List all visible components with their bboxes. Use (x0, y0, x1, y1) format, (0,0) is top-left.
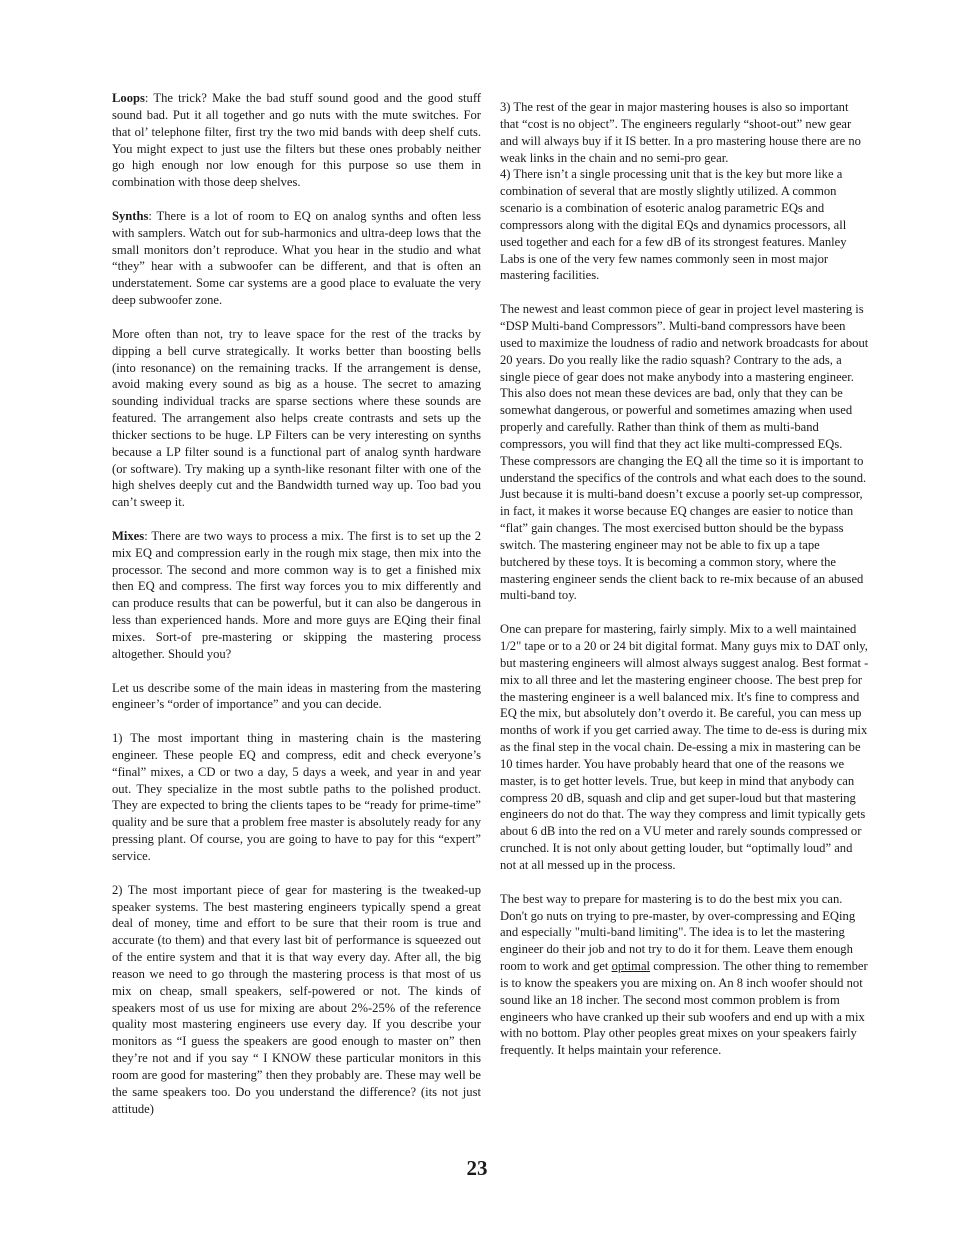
page-number: 23 (466, 1156, 488, 1180)
mixes-text: : There are two ways to process a mix. The first is to set up the 2 mix EQ and compression early in the rough mix stage, then mix into the processor. The second and more common way is to get a finished mix then EQ and compress. The first way forces you to mix differently and can produce results that can be powerful, but it can also be dangerous in less than experienced hands. More and more guys are EQing their final mixes. Sort-of pre-mastering or skipping the mastering process altogether. Should you? (112, 528, 481, 661)
loops-paragraph (112, 90, 481, 191)
mixes-paragraph (112, 528, 481, 663)
point-1-paragraph: 1) The most important thing in mastering chain is the mastering engineer. These people EQ and compress, edit and check everyone’s “final” mixes, a CD or two a day, 5 days a week, and year in and year out. They specialize in the most subtle paths to the polished product. They are expected to bring the clients tapes to be “ready for prime-time” quality and be sure that a problem free master is absolutely ready for any pressing plant. Of course, you are going to have to pay for this “expert” service. (112, 731, 481, 863)
synths-heading: Synths (112, 208, 149, 223)
left-column (112, 90, 481, 1134)
point-4-paragraph: 4) There isn’t a single processing unit that is the key but more like a combination of several that are mostly slightly utilized. A common scenario is a combination of esoteric analog parametric EQs and compressors along with the digital EQs and dynamics processors, all used together and each for a few dB of its strongest features. Manley Labs is one of the very few names commonly seen in most major mastering facilities. (500, 167, 847, 283)
point-2-paragraph: 2) The most important piece of gear for mastering is the tweaked-up speaker systems. The best mastering engineers typically spend a great deal of money, time and effort to be sure that their room is true and accurate (to them) and that every last bit of performance is squeezed out of the entire system and that it is that way every day. After all, the big reason we need to go through the mastering process is that most of us mix on cheap, small speakers, self-powered or not. The kinds of speakers most of us use for mixing are about 2%-25% of the reference quality most mastering engineers use every day. If you describe your monitors as “I guess the speakers are good enough to master on” then they’re not and if you say “ I KNOW these particular monitors in this room are good for mastering” then they probably are. These may well be the same speakers too. Do you understand the difference? (its not just attitude) (112, 882, 481, 1116)
right-column (500, 99, 869, 1076)
synths-paragraph (112, 208, 481, 309)
best-way-text-before: The best way to prepare for mastering is to do the best mix you can. Don't go nuts on trying to pre-master, by over-compressing and EQing and especially "multi-band limiting". The idea is to let the mastering engineer do their job and not try to do it for them. Leave them enough room to work and get (500, 891, 856, 974)
synths-text: : There is a lot of room to EQ on analog synths and often less with samplers. Watch out for sub-harmonics and ultra-deep lows that the small monitors don’t reproduce. What you hear in the studio and what “they” hear with a subwoofer can be different, and that is often an understatement. Some car systems are a good place to evaluate the very deep subwoofer zone. (112, 208, 481, 308)
optimal-underlined: optimal (611, 959, 651, 974)
describe-paragraph: Let us describe some of the main ideas in mastering from the mastering engineer’s “order of importance” and you can decide. (112, 680, 481, 712)
loops-text: : The trick? Make the bad stuff sound good and the good stuff sound bad. Put it all together and go nuts with the mute switches. For that ol’ telephone filter, first try the two mid bands with deep shelf cuts. You might expect to just use the filters but these ones probably neither go high enough nor low enough for this purpose so use them in combination with those deep shelves. (112, 91, 481, 190)
space-paragraph: More often than not, try to leave space for the rest of the tracks by dipping a bell curve strategically. It works better than boosting bells (into resonance) on the remaining tracks. If the arrangement is dense, avoid making every sound as big as a house. The secret to amazing sounding individual tracks are sparse sections where these sounds are featured. The arrangement also helps create contrasts and sets up the thicker sections to be huge. LP Filters can be very interesting on synths because a LP filter sound is a functional part of analog synth hardware (or software). Try making up a synth-like resonant filter with one of the high shelves deeply cut and the Bandwidth turned way up. Too bad you can’t sweep it. (112, 326, 481, 510)
mixes-heading: Mixes (112, 528, 145, 543)
dsp-paragraph: The newest and least common piece of gear in project level mastering is “DSP Multi-band Compressors”. Multi-band compressors have been used to maximize the loudness of radio and network broadcasts for about 20 years. Do you really like the radio squash? Contrary to the ads, a single piece of gear does not make anybody into a mastering engineer. This also does not mean these devices are bad, only that they can be somewhat dangerous, or powerful and sometimes amazing when used properly and carefully. Rather than think of them as multi-band compressors, you will find that they act like multi-compressed EQs. These compressors are changing the EQ all the time so it is important to understand the specifics of the controls and what each does to the sound. Just because it is multi-band doesn’t excuse a poorly set-up compressor, in fact, it makes it worse because EQ changes are easier to notice than “flat” gain changes. The most exercised button should be the bypass switch. The mastering engineer may not be able to fix up a tape butchered by these toys. It is becoming a common story, where the mastering engineer sends the client back to re-mix because of an abused multi-band toy. (500, 302, 869, 603)
prepare-paragraph: One can prepare for mastering, fairly simply. Mix to a well maintained 1/2" tape or to a 20 or 24 bit digital format. Many guys mix to DAT only, but mastering engineers will almost always suggest analog. Best format - mix to all three and let the mastering engineer choose. The best prep for the mastering engineer is a well balanced mix. It's fine to compress and EQ the mix, but absolutely don’t overdo it. Be careful, you can mess up months of work if you get carried away. The time to de-ess is during mix as the final step in the vocal chain. De-essing a mix in mastering can be 10 times harder. You have probably heard that one of the reasons we master, is to get hotter levels. True, but keep in mind that anybody can compress 20 dB, squash and clip and get super-loud but that mastering engineers do not do that. The way they compress and limit typically gets about 6 dB into the red on a VU meter and rarely sounds compressed or crunched. It is not only about getting louder, but “optimally loud” and not at all messed up in the process. (500, 622, 869, 872)
best-way-paragraph (500, 891, 869, 1059)
best-way-text-after: compression. The other thing to remember is to know the speakers you are mixing on. An 8 inch woofer should not sound like an 18 incher. The second most common problem is from engineers who have cranked up their sub woofers and end up with a mix with no bottom. Play other peoples great mixes on your speakers fairly frequently. It helps maintain your reference. (500, 959, 868, 1058)
point-3-paragraph: 3) The rest of the gear in major mastering houses is also so important that “cost is no object”. The engineers regularly “shoot-out” new gear and will always buy if it IS better. In a pro mastering house there are no weak links in the chain and no semi-pro gear. (500, 100, 861, 165)
loops-heading: Loops (112, 91, 145, 105)
